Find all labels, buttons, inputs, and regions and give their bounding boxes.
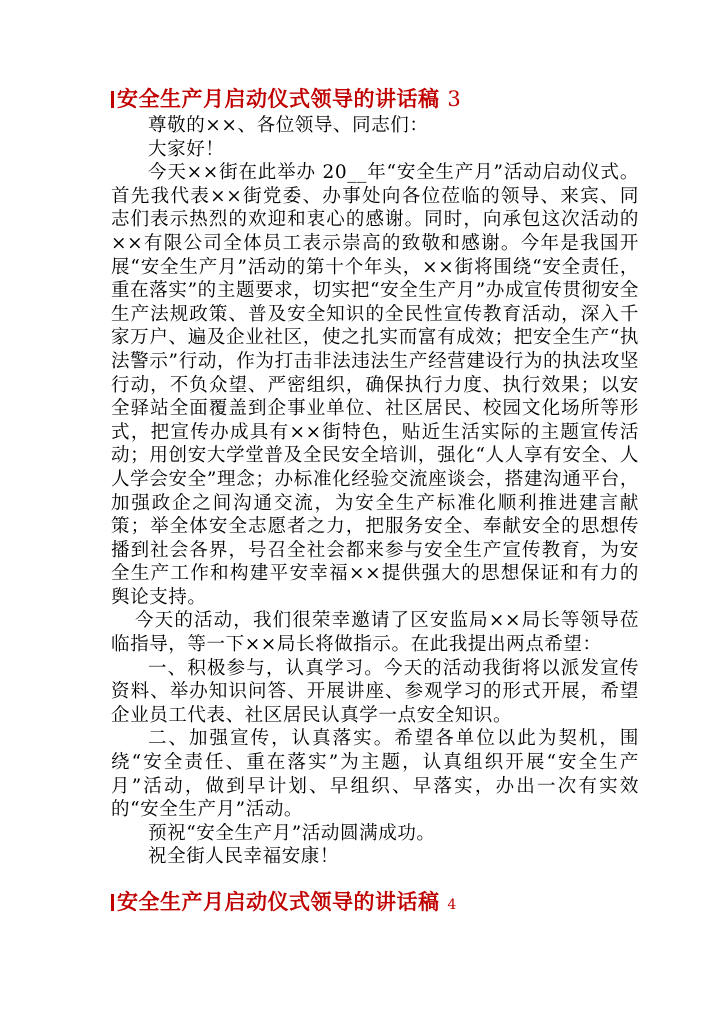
closing-blessing: 祝全街人民幸福安康！ <box>148 846 340 868</box>
greeting: 大家好！ <box>148 138 225 160</box>
heading-marker <box>111 91 114 108</box>
section-heading-number: 3 <box>447 87 462 111</box>
salutation: 尊敬的××、各位领导、同志们： <box>148 115 429 136</box>
section-heading-3 <box>111 84 639 114</box>
speech-paragraph-1: 今天××街在此举办 20__年“安全生产月”活动启动仪式。首先我代表××街党委、办事处向各位莅临的领导、来宾、同志们表示热烈的欢迎和衷心的感谢。同时，向承包这次活动的××有限公司全体员工表示崇高的致敬和感谢。今年是我国开展“安全生产月”活动的第十个年头，××街将围绕“安全责任，重在落实”的主题要求，切实把“安全生产月”办成宣传贯彻安全生产法规政策、普及安全知识的全民性宣传教育活动，深入千家万户、遍及企业社区，使之扎实而富有成效；把安全生产“执法警示”行动，作为打击非法违法生产经营建设行为的执法攻坚行动，不负众望、严密组织，确保执行力度、执行效果；以安全驿站全面覆盖到企事业单位、社区居民、校园文化场所等形式，把宣传办成具有××街特色，贴近生活实际的主题宣传活动；用创安大学堂普及全民安全培训，强化“人人享有安全、人人学会安全”理念；办标准化经验交流座谈会，搭建沟通平台，加强政企之间沟通交流，为安全生产标准化顺利推进建言献策；举全体安全志愿者之力，把服务安全、奉献安全的思想传播到社会各界，号召全社会都来参与安全生产宣传教育，为安全生产工作和构建平安幸福××提供强大的思想保证和有力的舆论支持。 <box>111 162 639 608</box>
document-page <box>111 84 639 920</box>
section-heading-number: 4 <box>447 897 457 913</box>
speech-paragraph-2: 今天的活动，我们很荣幸邀请了区安监局××局长等领导莅临指导，等一下××局长将做指示。在此我提出两点希望： <box>111 610 639 656</box>
hope-point-1: 一、积极参与，认真学习。今天的活动我街将以派发宣传资料、举办知识问答、开展讲座、参观学习的形式开展，希望企业员工代表、社区居民认真学一点安全知识。 <box>111 657 639 726</box>
section-heading-title: 安全生产月启动仪式领导的讲话稿 <box>117 86 440 111</box>
section-heading-4 <box>111 887 639 920</box>
heading-marker <box>111 894 114 911</box>
hope-point-2: 二、加强宣传，认真落实。希望各单位以此为契机，围绕“安全责任、重在落实”为主题，认真组织开展“安全生产月”活动，做到早计划、早组织、早落实，办出一次有实效的“安全生产月”活动。 <box>111 728 639 821</box>
closing-wish: 预祝“安全生产月”活动圆满成功。 <box>148 822 436 844</box>
section-heading-title: 安全生产月启动仪式领导的讲话稿 <box>117 889 440 914</box>
